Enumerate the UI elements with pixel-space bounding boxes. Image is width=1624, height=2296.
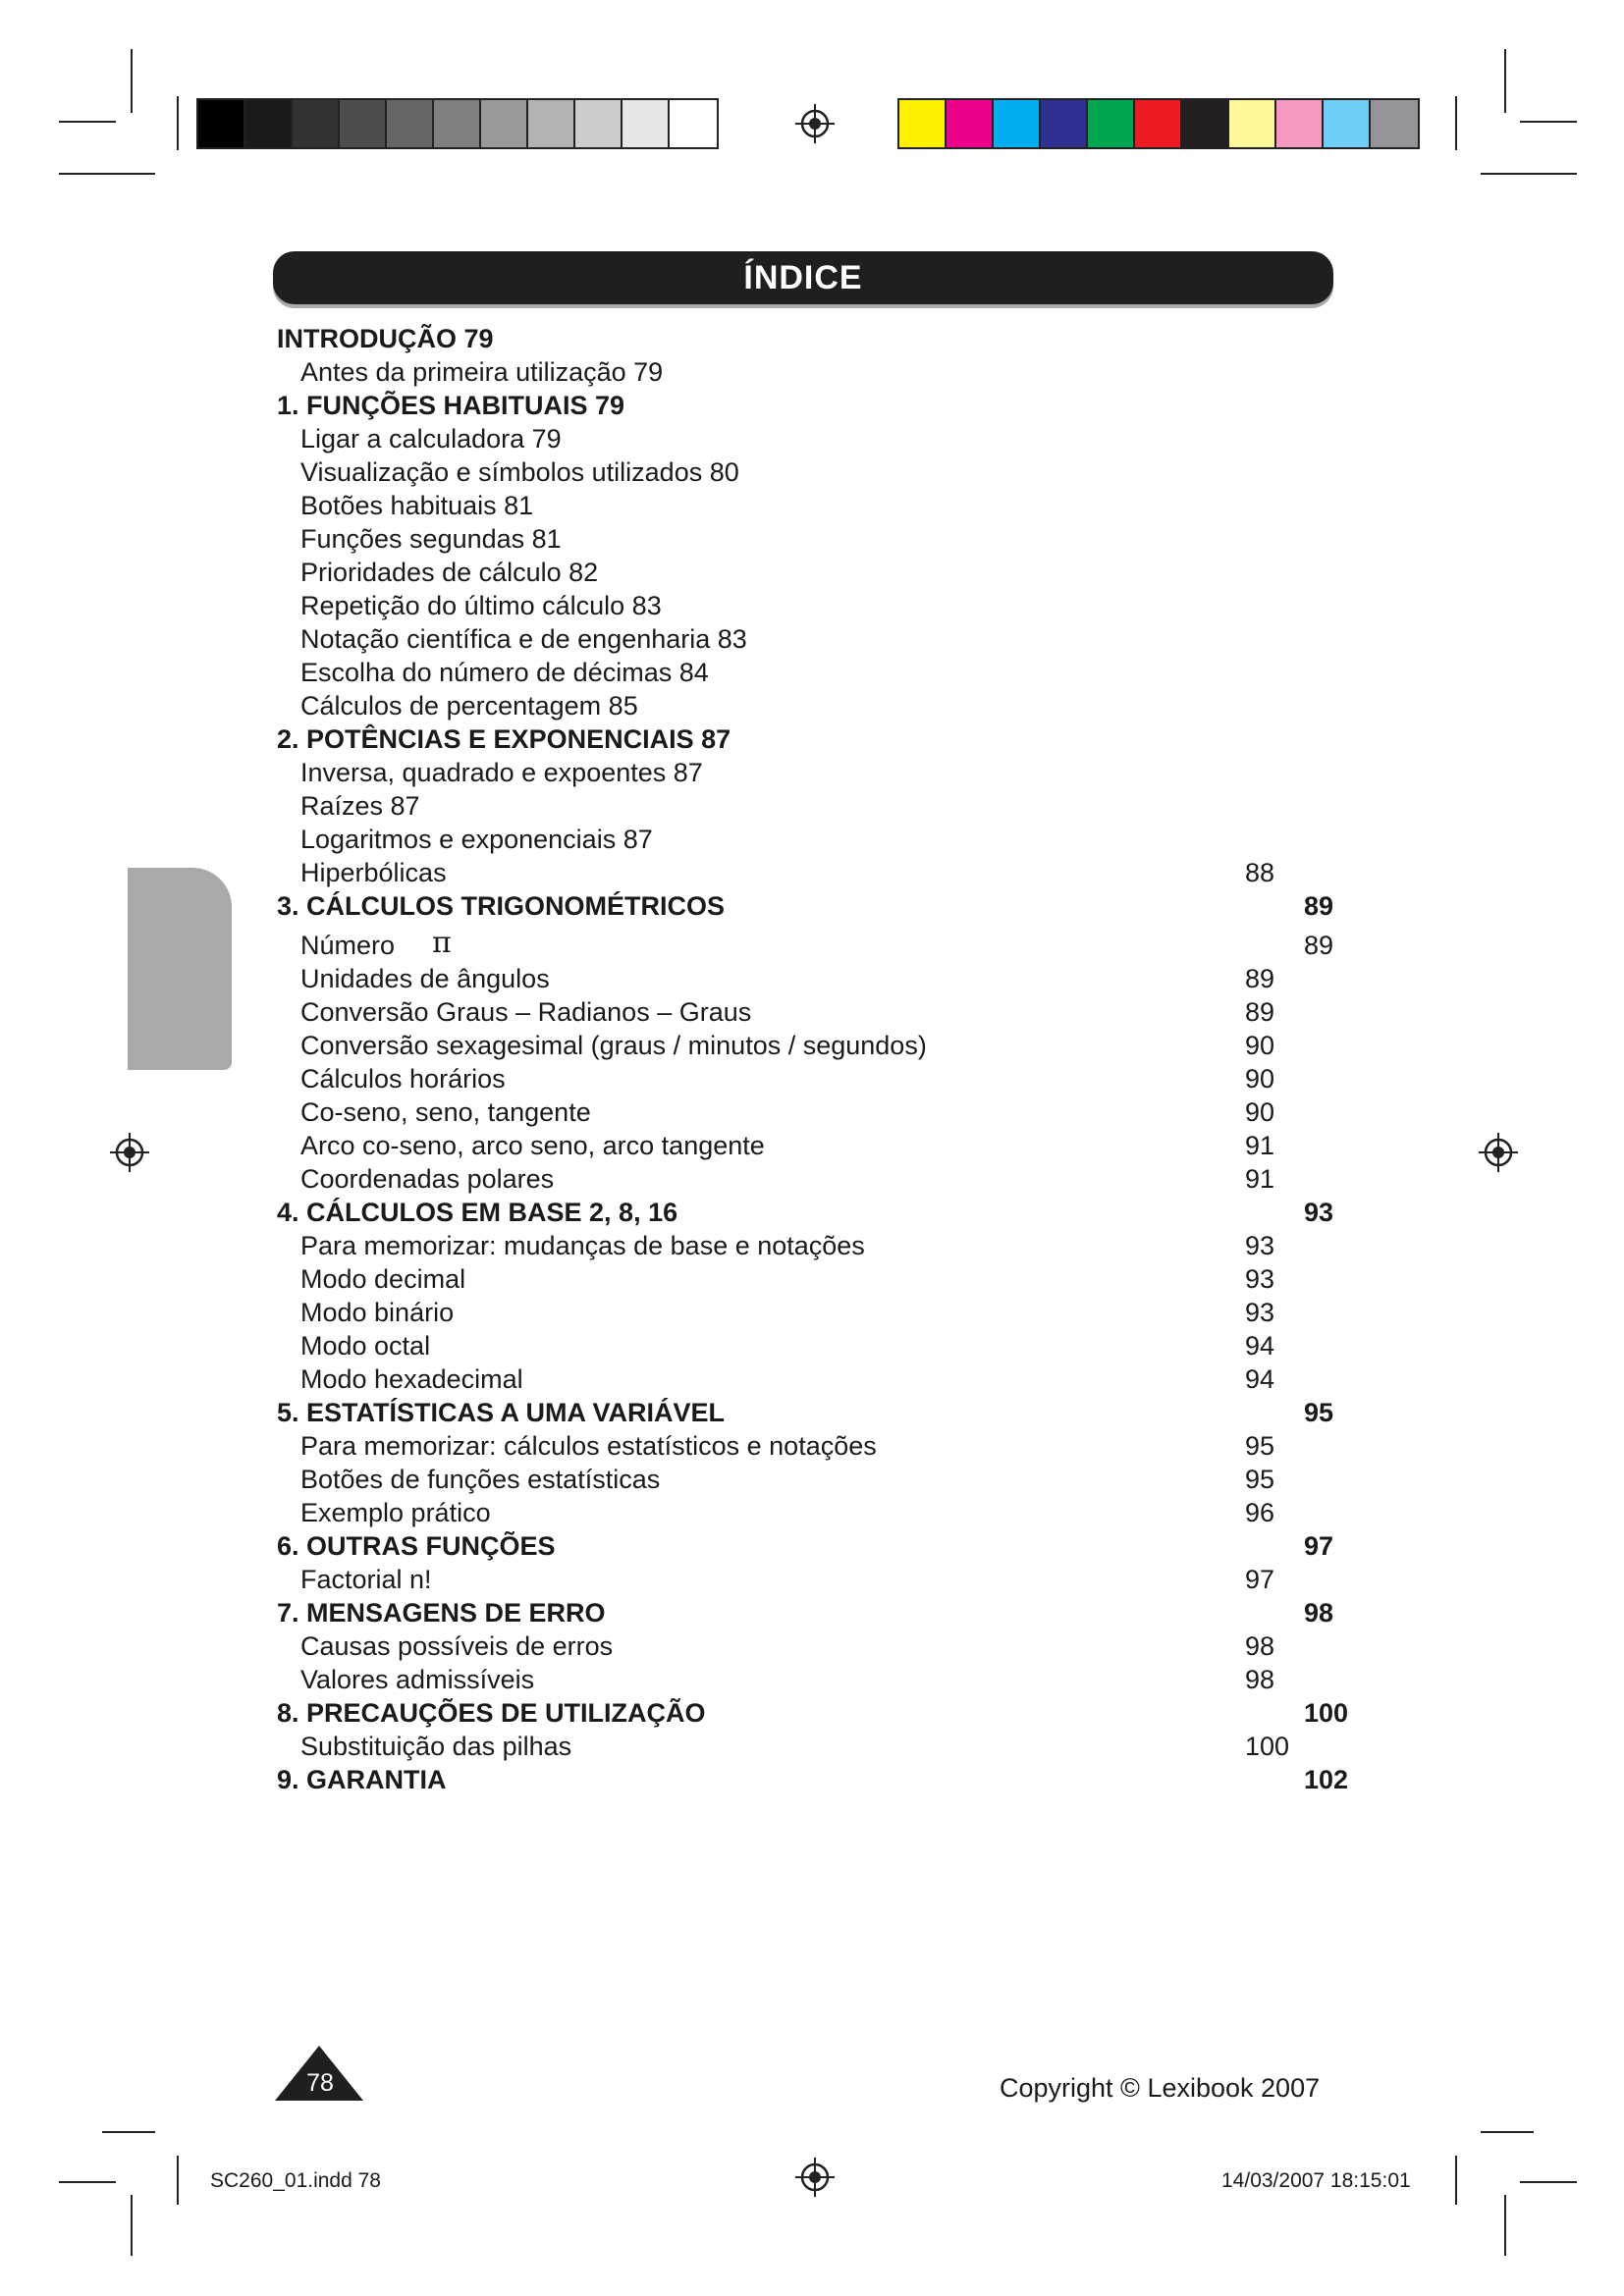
registration-mark-icon (108, 1131, 151, 1174)
toc-page-number: 95 (1304, 1398, 1334, 1427)
color-swatch (481, 100, 528, 147)
toc-entry: Visualização e símbolos utilizados 80 (300, 457, 739, 487)
toc-page-number: 93 (1245, 1231, 1275, 1260)
toc-page-number: 95 (1245, 1465, 1275, 1494)
pi-symbol: π (432, 926, 452, 960)
toc-entry: Substituição das pilhas (300, 1732, 572, 1761)
toc-page-number: 89 (1245, 997, 1275, 1027)
toc-page-number: 93 (1245, 1264, 1275, 1294)
toc-entry: Co-seno, seno, tangente (300, 1097, 591, 1127)
color-swatch (198, 100, 245, 147)
toc-page-number: 94 (1245, 1331, 1275, 1361)
color-swatch (1182, 100, 1229, 147)
toc-entry: Funções segundas 81 (300, 524, 562, 554)
toc-page-number: 95 (1245, 1431, 1275, 1461)
registration-mark-icon (1477, 1131, 1520, 1174)
color-swatch (670, 100, 717, 147)
toc-entry: Antes da primeira utilização 79 (300, 357, 664, 387)
crop-mark (59, 121, 116, 123)
toc-entry: Modo binário (300, 1298, 455, 1327)
toc-page-number: 102 (1304, 1765, 1349, 1794)
toc-page-number: 98 (1245, 1665, 1275, 1694)
crop-mark (1481, 2131, 1534, 2133)
toc-section-heading: 9. GARANTIA (277, 1765, 447, 1794)
toc-section-heading: INTRODUÇÃO 79 (277, 324, 494, 353)
crop-mark (1504, 49, 1506, 113)
toc-entry: Factorial n! (300, 1565, 432, 1594)
toc-entry: Exemplo prático (300, 1498, 491, 1527)
crop-mark (131, 49, 133, 113)
color-swatch (947, 100, 994, 147)
toc-entry: Modo octal (300, 1331, 431, 1361)
toc-entry: Para memorizar: cálculos estatísticos e notações (300, 1431, 877, 1461)
toc-entry: Cálculos de percentagem 85 (300, 691, 638, 721)
toc-entry: Ligar a calculadora 79 (300, 424, 562, 454)
toc-page-number: 100 (1245, 1732, 1290, 1761)
color-swatch (1324, 100, 1371, 147)
toc-section-heading: 2. POTÊNCIAS E EXPONENCIAIS 87 (277, 724, 731, 754)
registration-mark-icon (793, 2156, 837, 2199)
crop-mark (1520, 121, 1577, 123)
toc-page-number: 96 (1245, 1498, 1275, 1527)
page-number: 78 (306, 2069, 334, 2097)
color-swatch (1229, 100, 1276, 147)
toc-page-number: 93 (1304, 1198, 1334, 1227)
toc-entry: Hiperbólicas (300, 858, 447, 887)
toc-entry: Conversão Graus – Radianos – Graus (300, 997, 752, 1027)
crop-mark (59, 2181, 116, 2183)
color-swatch (1135, 100, 1182, 147)
toc-entry: Causas possíveis de erros (300, 1631, 614, 1661)
color-swatch (575, 100, 623, 147)
toc-entry: Repetição do último cálculo 83 (300, 591, 662, 620)
toc-entry: Inversa, quadrado e expoentes 87 (300, 758, 703, 787)
toc-section-heading: 7. MENSAGENS DE ERRO (277, 1598, 606, 1628)
crop-mark (1504, 2195, 1506, 2256)
toc-page-number: 97 (1245, 1565, 1275, 1594)
toc-entry: Botões de funções estatísticas (300, 1465, 661, 1494)
toc-section-heading: 1. FUNÇÕES HABITUAIS 79 (277, 391, 625, 420)
crop-mark (1455, 2156, 1457, 2205)
language-side-tab (128, 868, 232, 1070)
crop-mark (1481, 173, 1577, 175)
grayscale-color-bar (196, 98, 719, 149)
toc-entry: Raízes 87 (300, 791, 420, 821)
index-header-banner (273, 251, 1333, 304)
toc-entry: Logaritmos e exponenciais 87 (300, 825, 653, 854)
toc-section-heading: 5. ESTATÍSTICAS A UMA VARIÁVEL (277, 1398, 726, 1427)
toc-page-number: 89 (1304, 931, 1334, 960)
color-swatch (1276, 100, 1324, 147)
crop-mark (131, 2195, 133, 2256)
color-swatch (1088, 100, 1135, 147)
crop-mark (177, 2156, 179, 2205)
toc-entry: Valores admissíveis (300, 1665, 535, 1694)
process-color-bar (897, 98, 1420, 149)
toc-entry: Modo hexadecimal (300, 1364, 523, 1394)
toc-page-number: 93 (1245, 1298, 1275, 1327)
crop-mark (177, 96, 179, 150)
copyright-text: Copyright © Lexibook 2007 (1000, 2073, 1321, 2103)
toc-entry: Cálculos horários (300, 1064, 506, 1094)
crop-mark (1520, 2181, 1577, 2183)
toc-page-number: 89 (1304, 891, 1334, 921)
toc-page-number: 98 (1304, 1598, 1334, 1628)
toc-page-number: 100 (1304, 1698, 1349, 1728)
toc-page-number: 90 (1245, 1031, 1275, 1060)
toc-entry: Modo decimal (300, 1264, 466, 1294)
toc-page-number: 91 (1245, 1131, 1275, 1160)
toc-page-number: 90 (1245, 1097, 1275, 1127)
toc-entry: Notação científica e de engenharia 83 (300, 624, 747, 654)
toc-entry: Número (300, 931, 396, 960)
toc-section-heading: 4. CÁLCULOS EM BASE 2, 8, 16 (277, 1198, 678, 1227)
language-tab-label: Português (74, 911, 98, 1010)
toc-page-number: 97 (1304, 1531, 1334, 1561)
color-swatch (387, 100, 434, 147)
crop-mark (102, 2131, 155, 2133)
toc-entry: Botões habituais 81 (300, 491, 534, 520)
toc-entry: Unidades de ângulos (300, 964, 550, 993)
color-swatch (994, 100, 1041, 147)
toc-entry: Conversão sexagesimal (graus / minutos / segundos) (300, 1031, 927, 1060)
toc-section-heading: 6. OUTRAS FUNÇÕES (277, 1531, 556, 1561)
toc-entry: Escolha do número de décimas 84 (300, 658, 709, 687)
color-swatch (1371, 100, 1418, 147)
toc-entry: Arco co-seno, arco seno, arco tangente (300, 1131, 765, 1160)
color-swatch (1041, 100, 1088, 147)
toc-page-number: 98 (1245, 1631, 1275, 1661)
toc-page-number: 91 (1245, 1164, 1275, 1194)
toc-entry: Prioridades de cálculo 82 (300, 558, 599, 587)
page-title: ÍNDICE (743, 259, 863, 296)
color-swatch (340, 100, 387, 147)
toc-entry: Para memorizar: mudanças de base e notações (300, 1231, 865, 1260)
file-slug: SC260_01.indd 78 (210, 2169, 381, 2192)
color-swatch (293, 100, 340, 147)
toc-page-number: 88 (1245, 858, 1275, 887)
registration-mark-icon (793, 102, 837, 145)
toc-page-number: 94 (1245, 1364, 1275, 1394)
crop-mark (1455, 96, 1457, 150)
color-swatch (434, 100, 481, 147)
toc-entry: Coordenadas polares (300, 1164, 555, 1194)
color-swatch (245, 100, 293, 147)
color-swatch (623, 100, 670, 147)
print-datetime: 14/03/2007 18:15:01 (1221, 2169, 1411, 2192)
toc-page-number: 89 (1245, 964, 1275, 993)
color-swatch (899, 100, 947, 147)
crop-mark (59, 173, 155, 175)
toc-page-number: 90 (1245, 1064, 1275, 1094)
toc-section-heading: 3. CÁLCULOS TRIGONOMÉTRICOS (277, 891, 726, 921)
color-swatch (528, 100, 575, 147)
toc-section-heading: 8. PRECAUÇÕES DE UTILIZAÇÃO (277, 1698, 706, 1728)
